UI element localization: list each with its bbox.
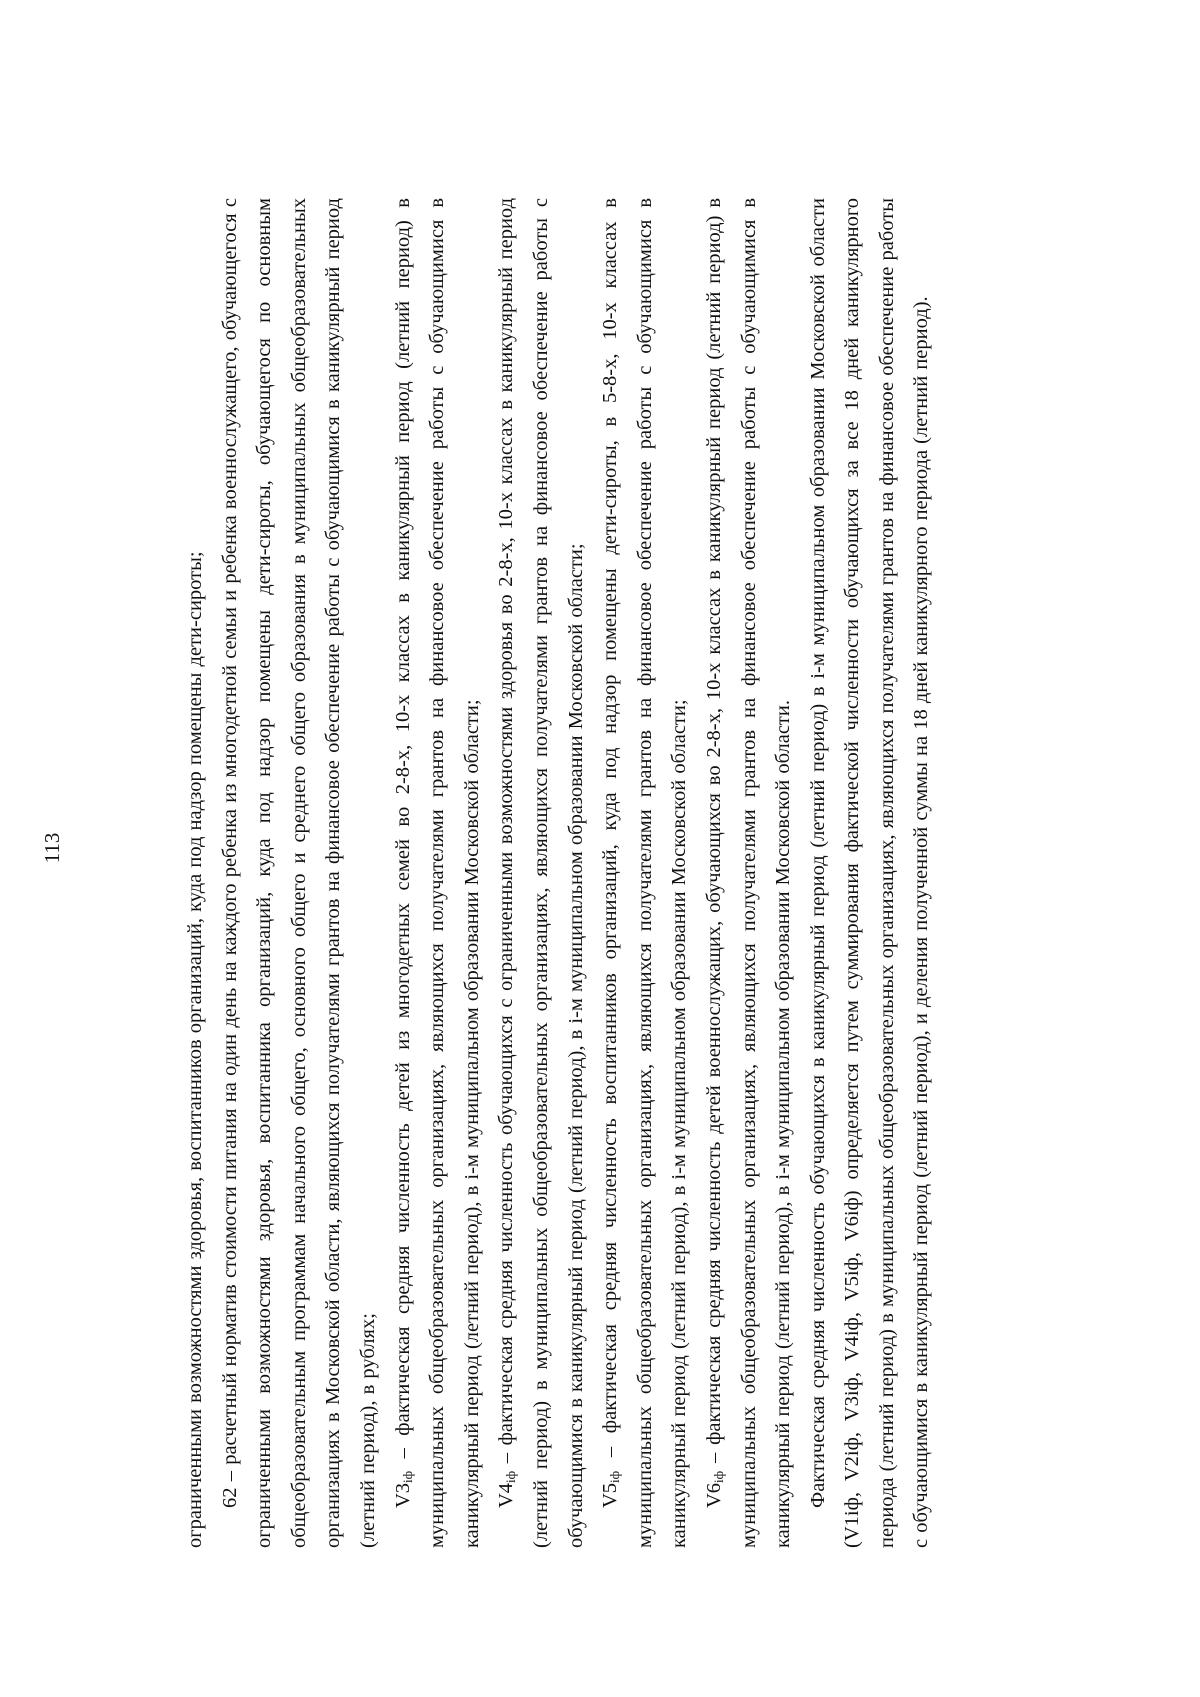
document-body	[178, 198, 939, 1548]
rotated-page	[40, 108, 1160, 1588]
paragraph-average-calculation: Фактическая средняя численность обучающихся в каникулярный период (летний период) в i-м муниципальном образовании Московской области (V1iф, V2iф, V3iф, V4iф, V5iф, V6iф) определяется путем суммирования фактической численности обучающихся за все 18 дней каникулярного периода (летний период) в муниципальных общеобразовательных организациях, являющихся получателями грантов на финансовое обеспечение работы с обучающимися в каникулярный период (летний период), и деления полученной суммы на 18 дней каникулярного периода (летний период).	[806, 198, 933, 1548]
paragraph-v5-definition: $V5_{iф}$ – фактическая средняя численность воспитанников организаций, куда под надзор помещены дети-сироты, в 5-8-х, 10-х классах в муниципальных общеобразовательных организациях, являющихся получателями грантов на финансовое обеспечение работы с обучающимися в каникулярный период (летний период), в i-м муниципальном образовании Московской области;	[599, 198, 691, 1548]
paragraph-62-definition: 62 – расчетный норматив стоимости питания на один день на каждого ребенка из многодетной семьи и ребенка военнослужащего, обучающегося с ограниченными возможностями здоровья, воспитанника организаций, куда под надзор помещены дети-сироты, обучающегося по основным общеобразовательным программам начального общего, основного общего и среднего общего образования в муниципальных общеобразовательных организациях в Московской области, являющихся получателями грантов на финансовое обеспечение работы с обучающимися в каникулярный период (летний период), в рублях;	[218, 198, 379, 1548]
formula-symbol-v4: $V4_{iф}$	[495, 1470, 519, 1508]
formula-symbol-v6: $V6_{iф}$	[702, 1470, 726, 1508]
page-number: 113	[40, 832, 64, 864]
paragraph-v3-definition: $V3_{iф}$ – фактическая средняя численность детей из многодетных семей во 2-8-х, 10-х классах в каникулярный период (летний период) в муниципальных общеобразовательных организациях, являющихся получателями грантов на финансовое обеспечение работы с обучающимися в каникулярный период (летний период), в i-м муниципальном образовании Московской области;	[391, 198, 483, 1548]
paragraph-v6-definition: $V6_{iф}$ – фактическая средняя численность детей военнослужащих, обучающихся во 2-8-х, 10-х классах в каникулярный период (летний период) в муниципальных общеобразовательных организациях, являющихся получателями грантов на финансовое обеспечение работы с обучающимися в каникулярный период (летний период), в i-м муниципальном образовании Московской области.	[702, 198, 795, 1548]
paragraph-continuation: ограниченными возможностями здоровья, воспитанников организаций, куда под надзор помещены дети-сироты;	[184, 551, 206, 1548]
paragraph-v4-definition: $V4_{iф}$ – фактическая средняя численность обучающихся с ограниченными возможностями здоровья во 2-8-х, 10-х классах в каникулярный период (летний период) в муниципальных общеобразовательных организациях, являющихся получателями грантов на финансовое обеспечение работы с обучающимися в каникулярный период (летний период), в i-м муниципальном образовании Московской области;	[495, 198, 587, 1548]
formula-symbol-v3: $V3_{iф}$	[391, 1470, 415, 1508]
formula-symbol-v5: $V5_{iф}$	[599, 1470, 623, 1508]
